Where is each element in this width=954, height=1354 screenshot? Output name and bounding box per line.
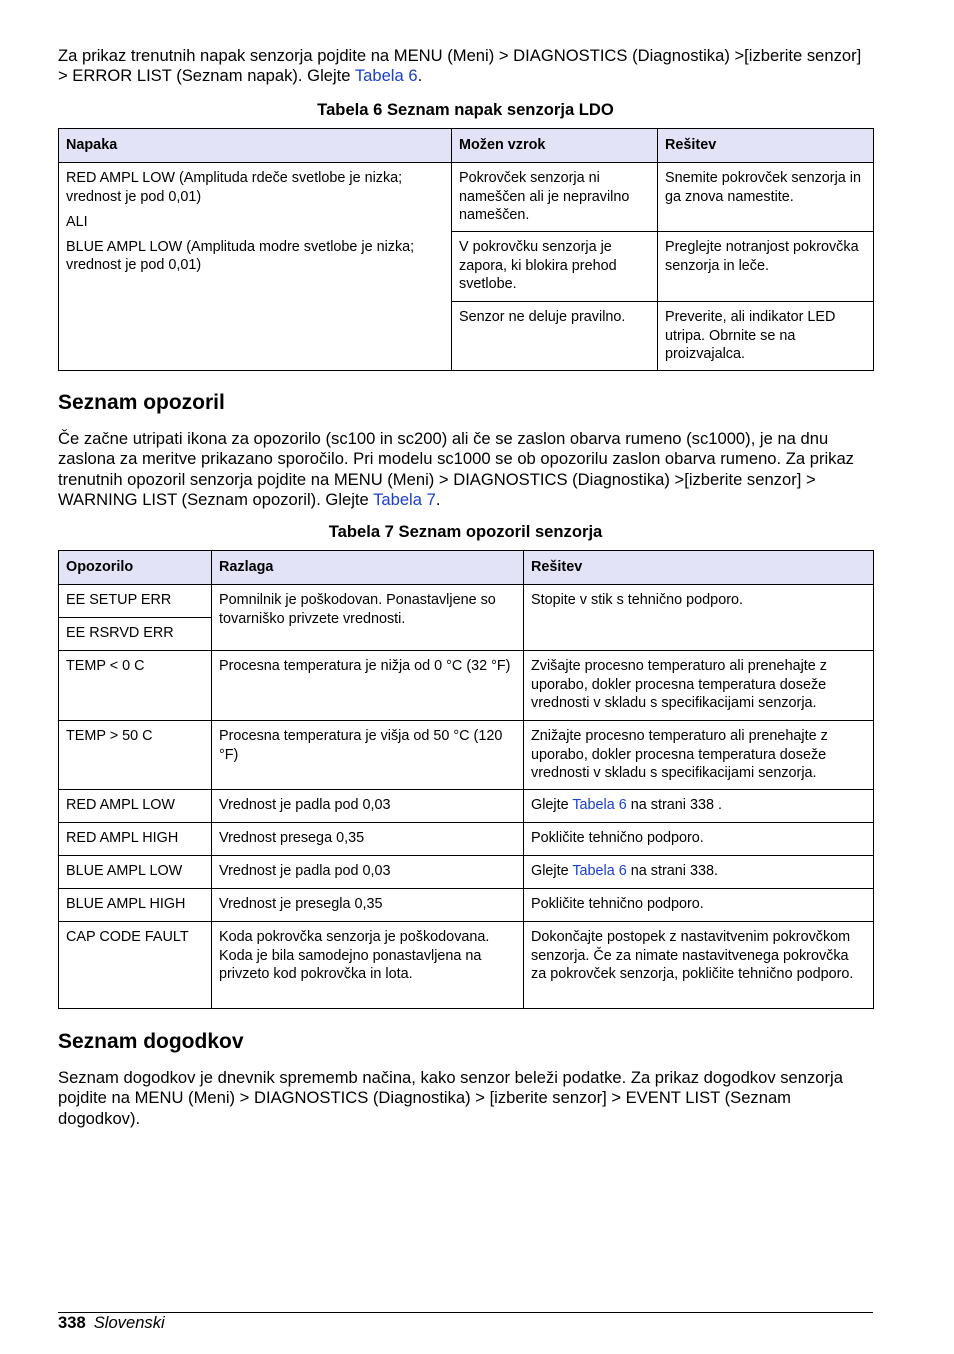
table-row (59, 790, 874, 823)
table7-explanation: Koda pokrovčka senzorja je poškodovana. Koda je bila samodejno ponastavljena na privzeto kod pokrovčka in lota. (212, 922, 524, 1009)
table7-header-solution: Rešitev (524, 551, 874, 585)
page-number: 338 (58, 1313, 86, 1332)
table7-header-explanation: Razlaga (212, 551, 524, 585)
table7-explanation: Vrednost presega 0,35 (212, 823, 524, 856)
table-row (59, 721, 874, 790)
table7-warning: BLUE AMPL LOW (59, 856, 212, 889)
warnings-heading: Seznam opozoril (58, 391, 225, 414)
footer-language: Slovenski (93, 1313, 165, 1332)
table-row (59, 889, 874, 922)
warnings-paragraph (58, 429, 873, 510)
table7 (58, 550, 874, 1009)
table6-cause: Senzor ne deluje pravilno. (452, 302, 658, 371)
solution-post: na strani 338 . (626, 797, 722, 814)
table7-warning: TEMP > 50 C (59, 721, 212, 790)
events-paragraph: Seznam dogodkov je dnevnik sprememb načina, kako senzor beleži podatke. Za prikaz dogodkov senzorja pojdite na MENU (Meni) > DIAGNOSTICS (Diagnostika) > [izberite senzor] > EVENT LIST (Seznam dogodkov). (58, 1068, 843, 1128)
table7-explanation: Vrednost je padla pod 0,03 (212, 790, 524, 823)
table-row (59, 823, 874, 856)
warnings-table7-link[interactable]: Tabela 7 (373, 489, 436, 509)
solution-post: na strani 338. (626, 863, 718, 880)
table6-header-solution: Rešitev (658, 129, 874, 163)
table6-solution: Preverite, ali indikator LED utripa. Obrnite se na proizvajalca. (658, 302, 874, 371)
table7-solution: Dokončajte postopek z nastavitvenim pokrovčkom senzorja. Če za nimate nastavitvenega pokrovčka za pokrovček senzorja, pokličite tehnično podporo. (524, 922, 874, 1009)
table7-header-row (59, 551, 874, 585)
table7-caption: Tabela 7 Seznam opozoril senzorja (328, 522, 603, 541)
table7-solution: Pokličite tehnično podporo. (524, 823, 874, 856)
table7-solution: Znižajte procesno temperaturo ali prenehajte z uporabo, dokler procesna temperatura doseže vrednosti v skladu s specifikacijami senzorja. (524, 721, 874, 790)
table7-warning: CAP CODE FAULT (59, 922, 212, 1009)
table-row (59, 856, 874, 889)
table7-warning: RED AMPL HIGH (59, 823, 212, 856)
table7-explanation: Procesna temperatura je nižja od 0 °C (32 °F) (212, 651, 524, 721)
intro-table6-link[interactable]: Tabela 6 (354, 66, 418, 86)
table7-solution (524, 856, 874, 889)
table6-error-cell (59, 163, 452, 371)
intro-end: . (417, 66, 423, 86)
error-line: ALI (66, 213, 88, 230)
table6 (58, 128, 874, 371)
table-row (59, 585, 874, 618)
table7-solution: Pokličite tehnično podporo. (524, 889, 874, 922)
table7-solution (524, 790, 874, 823)
table7-explanation: Pomnilnik je poškodovan. Ponastavljene so tovarniško privzete vrednosti. (212, 585, 524, 651)
table6-header-row (59, 129, 874, 163)
table6-link[interactable]: Tabela 6 (572, 797, 627, 814)
table-row (59, 163, 874, 232)
table7-warning: EE SETUP ERR (59, 585, 212, 618)
table6-header-cause: Možen vzrok (452, 129, 658, 163)
solution-pre: Glejte (531, 797, 573, 814)
table7-warning: EE RSRVD ERR (59, 618, 212, 651)
error-line: RED AMPL LOW (Amplituda rdeče svetlobe je nizka; vrednost je pod 0,01) (66, 170, 403, 205)
table7-explanation: Vrednost je padla pod 0,03 (212, 856, 524, 889)
warnings-text: Če začne utripati ikona za opozorilo (sc100 in sc200) ali če se zaslon obarva rumeno (sc1000), je na dnu zaslona za meritve prikazano sporočilo. Pri modelu sc1000 se ob opozorilu zaslon obarva rumeno. Za prikaz trenutnih opozoril senzorja pojdite na MENU (Meni) > DIAGNOSTICS (Diagnostika) >[izberite senzor] > WARNING LIST (Seznam opozoril). Glejte (58, 429, 854, 509)
table-row (59, 922, 874, 1009)
intro-paragraph (58, 46, 873, 87)
table7-header-warning: Opozorilo (59, 551, 212, 585)
table7-explanation: Procesna temperatura je višja od 50 °C (120 °F) (212, 721, 524, 790)
error-line: BLUE AMPL LOW (Amplituda modre svetlobe je nizka; vrednost je pod 0,01) (66, 239, 415, 274)
table6-link[interactable]: Tabela 6 (572, 863, 627, 880)
table6-header-error: Napaka (59, 129, 452, 163)
events-heading: Seznam dogodkov (58, 1030, 244, 1053)
table7-explanation: Vrednost je presegla 0,35 (212, 889, 524, 922)
table7-warning: BLUE AMPL HIGH (59, 889, 212, 922)
table7-solution: Stopite v stik s tehnično podporo. (524, 585, 874, 651)
table-row (59, 651, 874, 721)
table7-warning: TEMP < 0 C (59, 651, 212, 721)
warnings-end: . (435, 489, 441, 509)
page-footer (58, 1313, 165, 1333)
table6-cause: V pokrovčku senzorja je zapora, ki blokira prehod svetlobe. (452, 232, 658, 302)
table7-warning: RED AMPL LOW (59, 790, 212, 823)
table6-solution: Snemite pokrovček senzorja in ga znova namestite. (658, 163, 874, 232)
table6-cause: Pokrovček senzorja ni nameščen ali je nepravilno nameščen. (452, 163, 658, 232)
table6-caption: Tabela 6 Seznam napak senzorja LDO (317, 100, 614, 119)
intro-text: Za prikaz trenutnih napak senzorja pojdite na MENU (Meni) > DIAGNOSTICS (Diagnostika) >[izberite senzor] > ERROR LIST (Seznam napak). Glejte (58, 46, 862, 86)
solution-pre: Glejte (531, 863, 573, 880)
table7-solution: Zvišajte procesno temperaturo ali prenehajte z uporabo, dokler procesna temperatura doseže vrednosti v skladu s specifikacijami senzorja. (524, 651, 874, 721)
footer-divider (58, 1312, 873, 1313)
table6-solution: Preglejte notranjost pokrovčka senzorja in leče. (658, 232, 874, 302)
